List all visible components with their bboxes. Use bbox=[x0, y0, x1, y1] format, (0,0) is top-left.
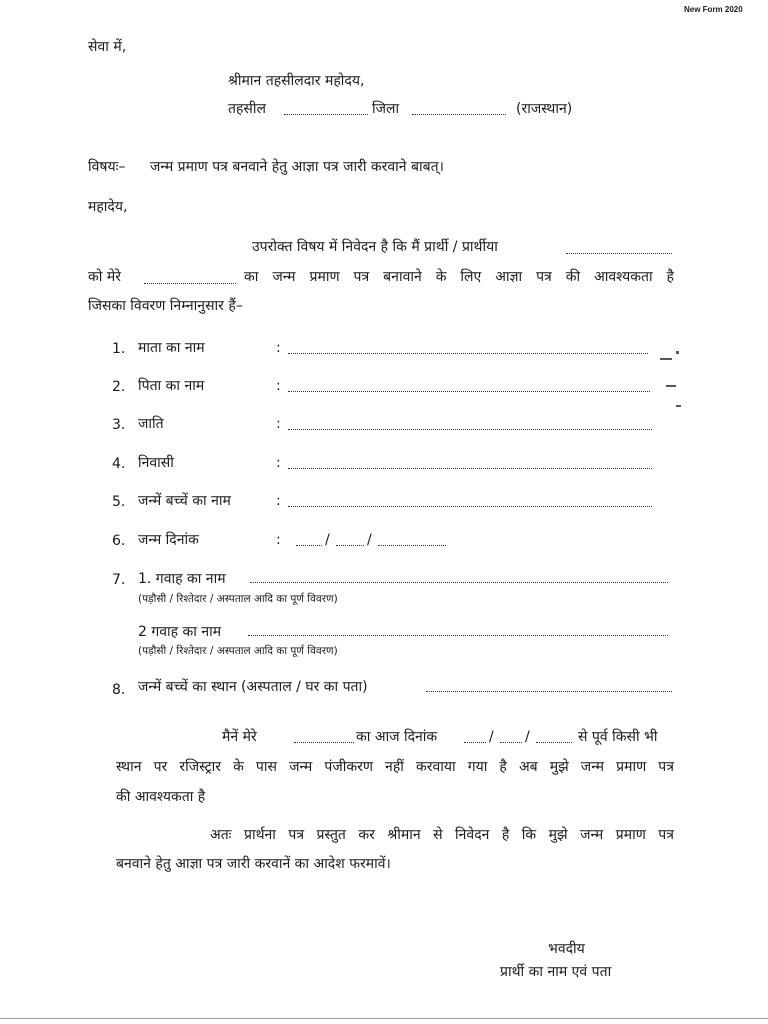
field-colon: : bbox=[276, 493, 281, 509]
witness-1-blank[interactable] bbox=[250, 582, 668, 583]
relation-blank[interactable] bbox=[144, 283, 236, 284]
scan-mark bbox=[666, 385, 676, 387]
intro-line-2-prefix: को मेरे bbox=[88, 269, 121, 285]
field-number: 5. bbox=[112, 494, 126, 510]
birthplace-label: जन्में बच्चें का स्थान (अस्पताल / घर का पता) bbox=[138, 679, 368, 695]
mother-name-blank[interactable] bbox=[288, 353, 648, 354]
declaration-year-blank[interactable] bbox=[536, 742, 572, 743]
birthplace-blank[interactable] bbox=[426, 691, 672, 692]
caste-label: जाति bbox=[138, 416, 164, 432]
field-number: 6. bbox=[112, 533, 126, 549]
scan-mark bbox=[660, 358, 672, 360]
dob-label: जन्म दिनांक bbox=[138, 532, 199, 548]
declaration-separator: / bbox=[525, 729, 530, 745]
field-number: 3. bbox=[112, 417, 126, 433]
witness-2-label: 2 गवाह का नाम bbox=[138, 624, 222, 640]
district-label: जिला bbox=[372, 101, 400, 117]
declaration-relation-blank[interactable] bbox=[294, 742, 354, 743]
dob-separator: / bbox=[367, 532, 372, 548]
field-number: 4. bbox=[112, 456, 126, 472]
greeting: महादेय, bbox=[88, 199, 128, 215]
field-number: 8. bbox=[112, 682, 126, 698]
dob-year-blank[interactable] bbox=[378, 545, 446, 546]
declaration-line-3: की आवश्यकता है bbox=[116, 789, 206, 805]
addressee: श्रीमान तहसीलदार महोदय, bbox=[228, 73, 365, 89]
field-number: 7. bbox=[112, 572, 126, 588]
district-blank[interactable] bbox=[412, 114, 506, 115]
subject-text: जन्म प्रमाण पत्र बनवाने हेतु आज्ञा पत्र जारी करवाने बाबत्। bbox=[150, 159, 444, 175]
caste-blank[interactable] bbox=[288, 429, 652, 430]
witness-1-label: 1. गवाह का नाम bbox=[138, 571, 226, 587]
salutation-to: सेवा में, bbox=[88, 39, 127, 55]
witness-2-blank[interactable] bbox=[248, 635, 668, 636]
request-line-2: बनवाने हेतु आज्ञा पत्र जारी करवानें का आदेश फरमावें। bbox=[116, 856, 391, 872]
witness-1-note: (पड़ौसी / रिश्तेदार / अस्पताल आदि का पूर्ण विवरण) bbox=[138, 593, 338, 605]
scan-mark bbox=[676, 351, 679, 354]
resident-label: निवासी bbox=[138, 455, 174, 471]
subject-label: विषयः– bbox=[88, 159, 126, 175]
closing: भवदीय bbox=[548, 941, 585, 957]
child-name-label: जन्में बच्चें का नाम bbox=[138, 493, 231, 509]
intro-line-2-text: का जन्म प्रमाण पत्र बनावाने के लिए आज्ञा पत्र की आवश्यकता है bbox=[244, 269, 674, 285]
tehsil-label: तहसील bbox=[228, 101, 266, 117]
request-line-1: अतः प्रार्थना पत्र प्रस्तुत कर श्रीमान से निवेदन है कि मुझे जन्म प्रमाण पत्र bbox=[210, 827, 674, 843]
dob-month-blank[interactable] bbox=[336, 545, 364, 546]
field-number: 2. bbox=[112, 379, 126, 395]
field-colon: : bbox=[276, 532, 281, 548]
form-version-tag: New Form 2020 bbox=[684, 5, 743, 14]
declaration-line-2: स्थान पर रजिस्ट्रार के पास जन्म पंजीकरण नहीं करवाया गया है अब मुझे जन्म प्रमाण पत्र bbox=[116, 759, 674, 775]
resident-blank[interactable] bbox=[288, 468, 652, 469]
declaration-prefix: मैनें मेरे bbox=[222, 729, 257, 745]
mother-name-label: माता का नाम bbox=[138, 340, 205, 356]
signature-label: प्रार्थी का नाम एवं पता bbox=[500, 964, 612, 980]
intro-line-1: उपरोक्त विषय में निवेदन है कि मैं प्रार्थी / प्रार्थीया bbox=[252, 239, 498, 255]
field-colon: : bbox=[276, 416, 281, 432]
scan-edge-line bbox=[0, 1018, 768, 1019]
declaration-suffix: से पूर्व किसी भी bbox=[578, 729, 658, 745]
field-colon: : bbox=[276, 455, 281, 471]
father-name-label: पिता का नाम bbox=[138, 378, 205, 394]
field-colon: : bbox=[276, 378, 281, 394]
intro-line-3: जिसका विवरण निम्नानुसार हैं– bbox=[88, 298, 243, 314]
scan-mark bbox=[676, 405, 681, 407]
child-name-blank[interactable] bbox=[288, 506, 652, 507]
dob-day-blank[interactable] bbox=[296, 545, 322, 546]
state-label: (राजस्थान) bbox=[516, 101, 573, 117]
father-name-blank[interactable] bbox=[288, 391, 650, 392]
declaration-separator: / bbox=[489, 729, 494, 745]
declaration-month-blank[interactable] bbox=[500, 742, 522, 743]
dob-separator: / bbox=[325, 532, 330, 548]
field-number: 1. bbox=[112, 341, 126, 357]
applicant-name-blank[interactable] bbox=[566, 253, 672, 254]
field-colon: : bbox=[276, 340, 281, 356]
declaration-day-blank[interactable] bbox=[464, 742, 486, 743]
declaration-date-label: का आज दिनांक bbox=[356, 729, 438, 745]
witness-2-note: (पड़ौसी / रिश्तेदार / अस्पताल आदि का पूर्ण विवरण) bbox=[138, 645, 338, 657]
tehsil-blank[interactable] bbox=[284, 114, 368, 115]
